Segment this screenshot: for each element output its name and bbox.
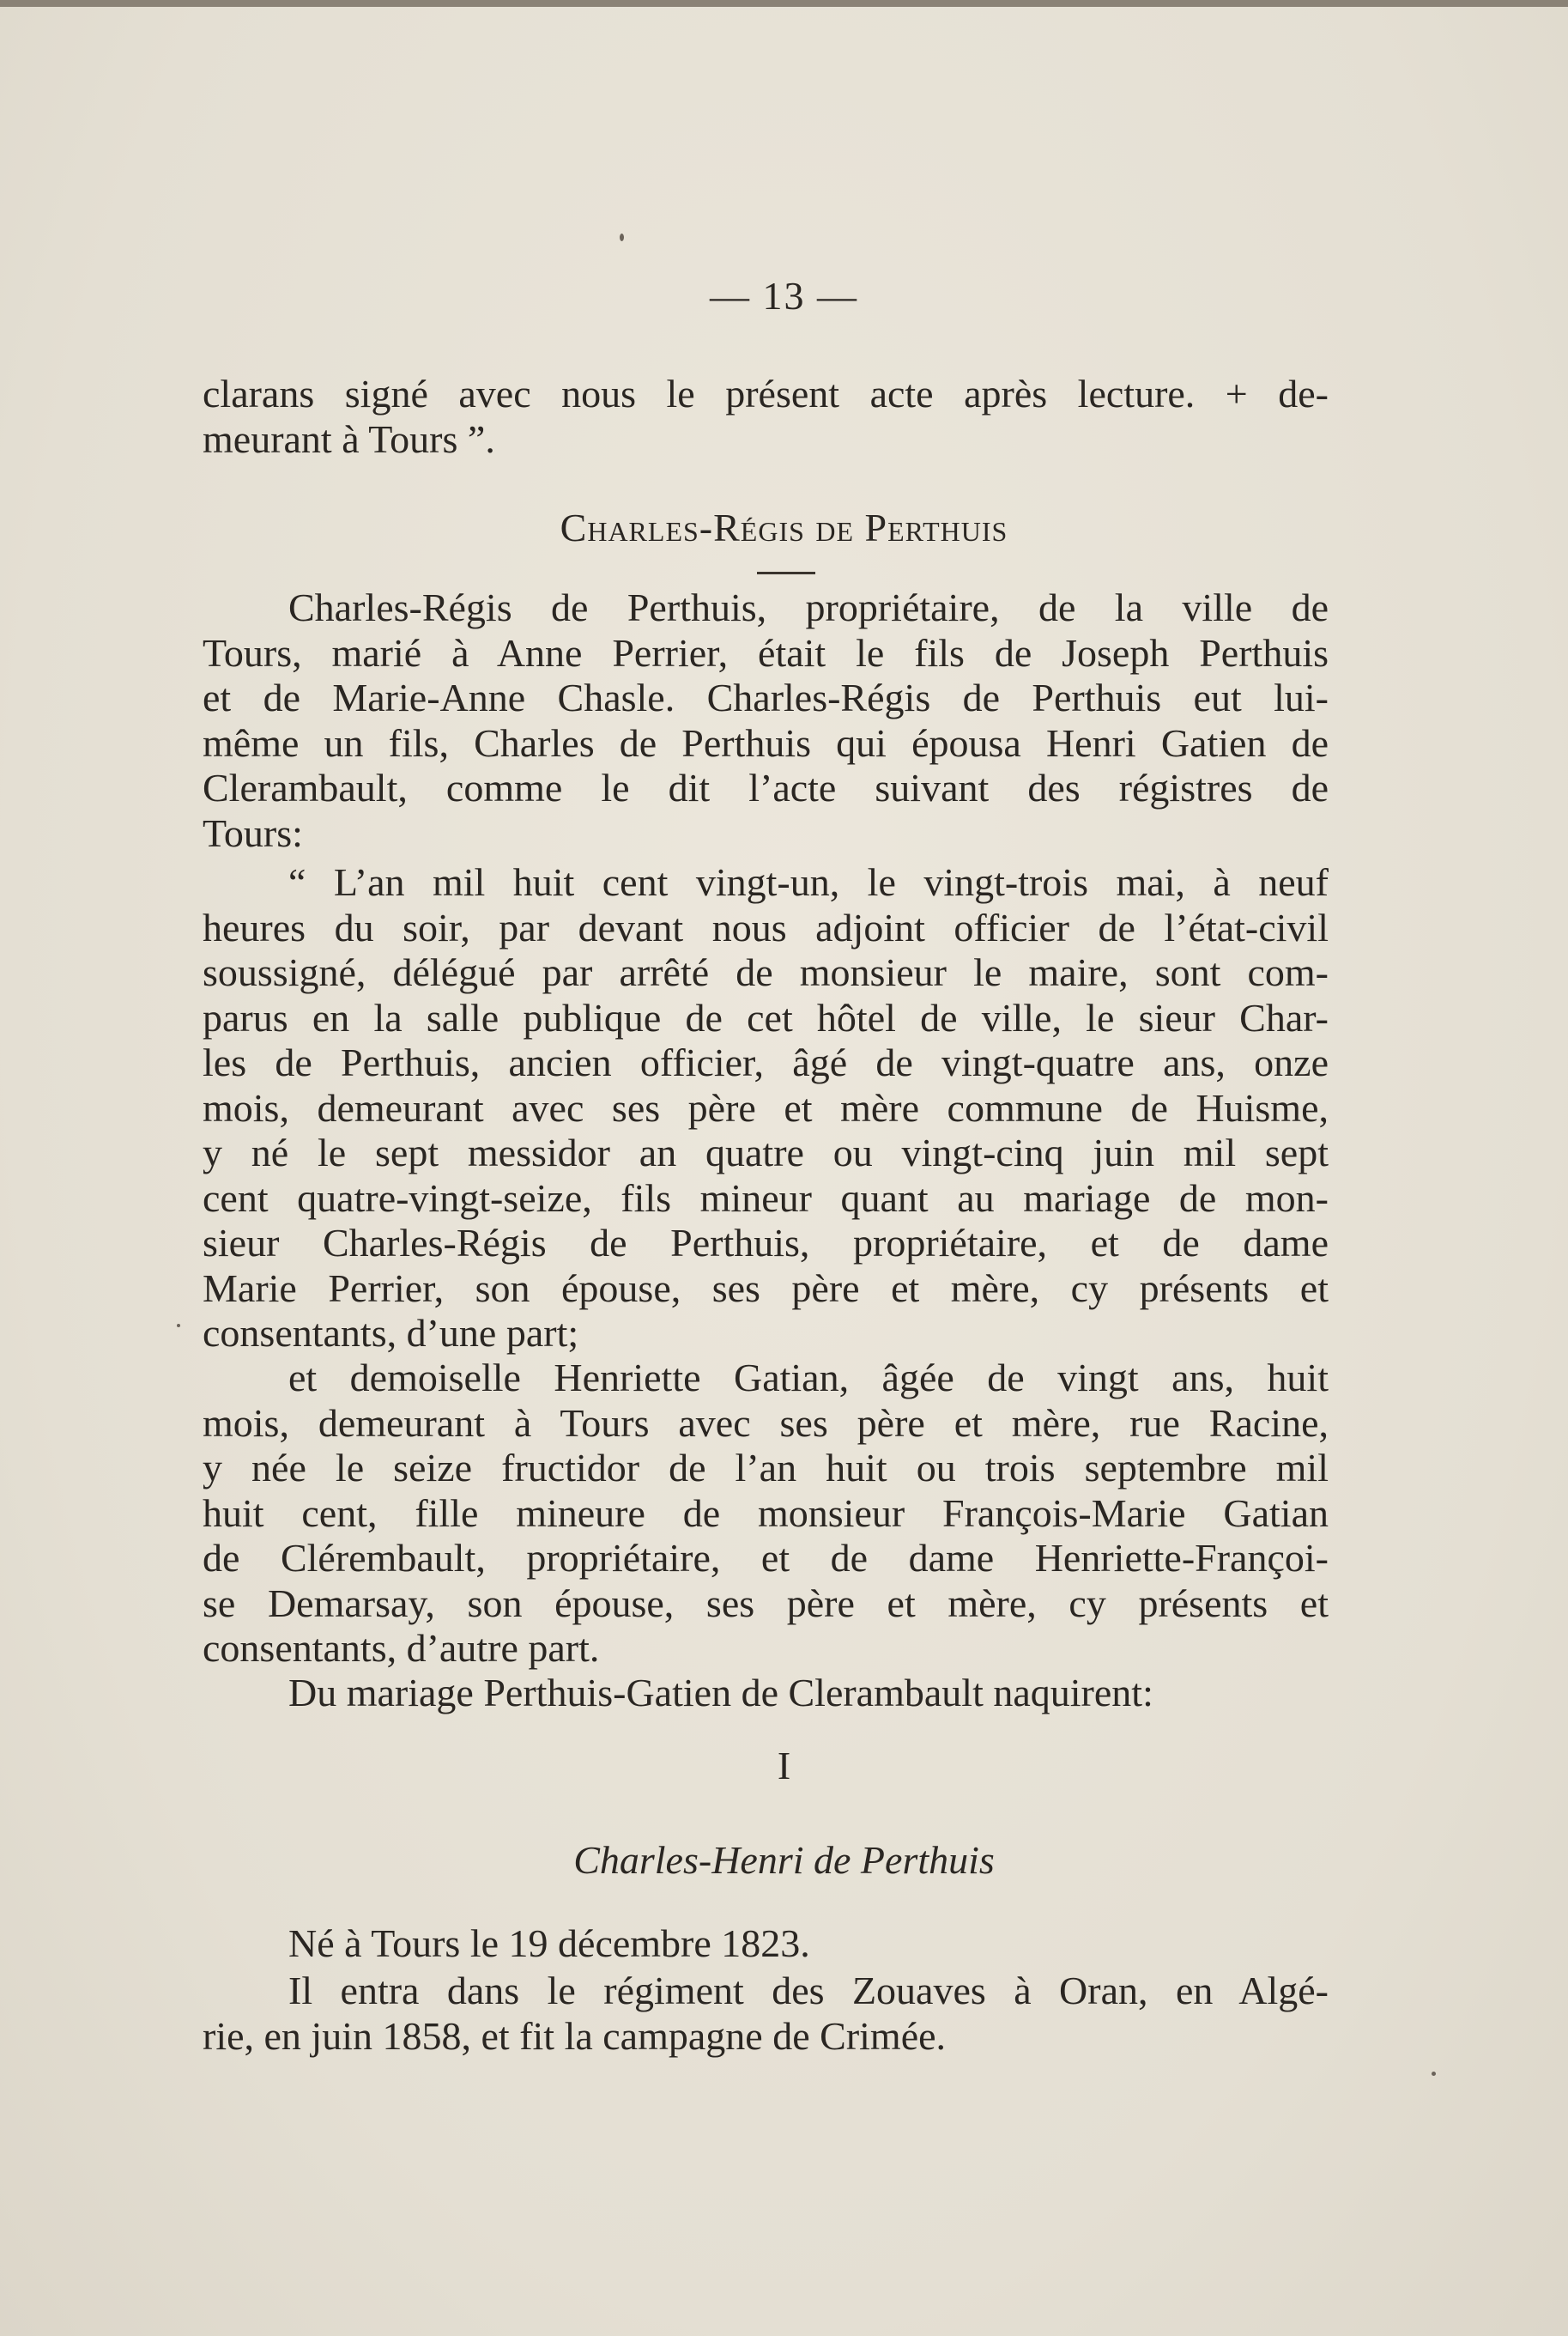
paragraph-2 [203, 1671, 1329, 1716]
text-line: se Demarsay, son épouse, ses père et mère, cy présents et [203, 1581, 1329, 1625]
paragraph-4 [203, 1969, 1329, 2059]
text-line: et de Marie-Anne Chasle. Charles-Régis de Perthuis eut lui- [203, 676, 1329, 719]
text-line: consentants, d’autre part. [203, 1626, 600, 1670]
text-line: sieur Charles-Régis de Perthuis, propriétaire, et de dame [203, 1221, 1329, 1265]
section-rule [757, 572, 815, 574]
text-line: Il entra dans le régiment des Zouaves à Oran, en Algé- [288, 1969, 1329, 2012]
subsection-number: I [777, 1744, 791, 1787]
section-heading: Charles-Régis de Perthuis [560, 506, 1008, 549]
text-line: cent quatre-vingt-seize, fils mineur quant au mariage de mon- [203, 1175, 1329, 1220]
text-line: Marie Perrier, son épouse, ses père et mère, cy présents et [203, 1265, 1329, 1310]
text-line: rie, en juin 1858, et fit la campagne de Crimée. [203, 2013, 947, 2058]
ink-speck [620, 234, 624, 241]
text-line: y née le seize fructidor de l’an huit ou trois septembre mil [203, 1446, 1329, 1490]
text-line: heures du soir, par devant nous adjoint officier de l’état-civil [203, 905, 1329, 950]
page-top-edge [0, 0, 1568, 7]
text-line: mois, demeurant à Tours avec ses père et mère, rue Racine, [203, 1400, 1329, 1445]
text-line: et demoiselle Henriette Gatian, âgée de vingt ans, huit [288, 1356, 1329, 1399]
text-line: Tours, marié à Anne Perrier, était le fils de Joseph Perthuis [203, 630, 1329, 675]
text-line: Charles-Régis de Perthuis, propriétaire, de la ville de [288, 586, 1329, 629]
text-line: Du mariage Perthuis-Gatien de Clerambault naquirent: [288, 1671, 1153, 1714]
text-line: clarans signé avec nous le présent acte après lecture. + de- [203, 372, 1329, 416]
text-line: consentants, d’une part; [203, 1311, 579, 1355]
text-line: mois, demeurant avec ses père et mère commune de Huisme, [203, 1085, 1329, 1130]
text-line: “ L’an mil huit cent vingt-un, le vingt-trois mai, à neuf [288, 860, 1329, 904]
paragraph-3 [203, 1921, 1329, 1967]
text-line: Tours: [203, 810, 303, 855]
text-line: huit cent, fille mineure de monsieur François-Marie Gatian [203, 1490, 1329, 1535]
quote-paragraph-1 [203, 860, 1329, 1356]
text-line: même un fils, Charles de Perthuis qui épousa Henri Gatien de [203, 720, 1329, 765]
text-line: Né à Tours le 19 décembre 1823. [288, 1921, 810, 1965]
ink-speck [1432, 2072, 1436, 2076]
subsection-title: Charles-Henri de Perthuis [573, 1838, 995, 1882]
opening-paragraph [203, 372, 1329, 462]
text-line: meurant à Tours ”. [203, 416, 495, 461]
ink-speck [177, 1324, 180, 1327]
page-number: — 13 — [710, 274, 858, 318]
paragraph-1 [203, 586, 1329, 856]
text-line: Clerambault, comme le dit l’acte suivant des régistres de [203, 766, 1329, 810]
text-line: soussigné, délégué par arrêté de monsieur le maire, sont com- [203, 950, 1329, 994]
quote-paragraph-2 [203, 1356, 1329, 1672]
text-line: y né le sept messidor an quatre ou vingt-cinq juin mil sept [203, 1131, 1329, 1174]
text-line: parus en la salle publique de cet hôtel de ville, le sieur Char- [203, 995, 1329, 1040]
text-line: les de Perthuis, ancien officier, âgé de vingt-quatre ans, onze [203, 1041, 1329, 1084]
text-line: de Clérembault, propriétaire, et de dame Henriette-Françoi- [203, 1536, 1329, 1580]
